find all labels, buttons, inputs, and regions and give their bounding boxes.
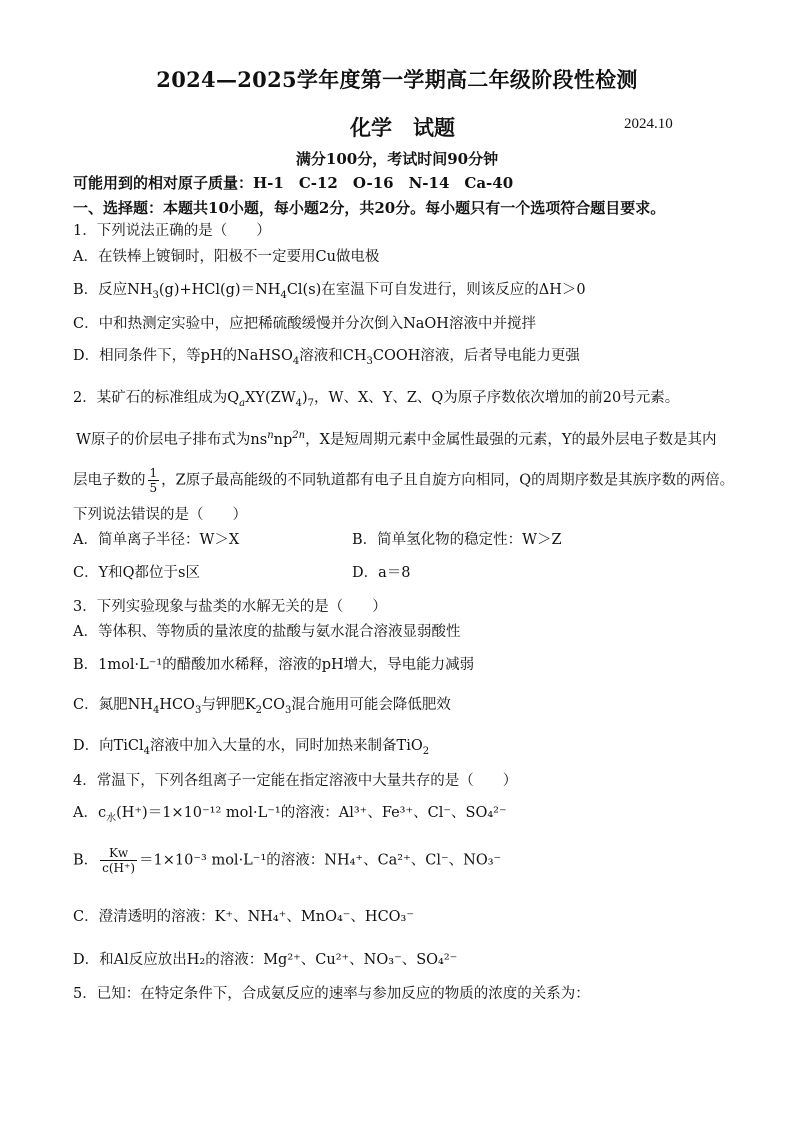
q3-stem: 3．下列实验现象与盐类的水解无关的是（ ） <box>73 599 387 615</box>
q1-option-a: A．在铁棒上镀铜时，阳极不一定要用Cu做电极 <box>73 249 380 265</box>
q1-option-c: C．中和热测定实验中，应把稀硫酸缓慢并分次倒入NaOH溶液中并搅拌 <box>73 316 536 332</box>
q4-option-c: C．澄清透明的溶液：K⁺、NH₄⁺、MnO₄⁻、HCO₃⁻ <box>73 909 415 925</box>
q2-line-2: W原子的价层电子排布式为$ns^nnp^{2n}$，X是短周期元素中金属性最强的元素，Y的最外层电子数是其内 <box>76 430 717 448</box>
q3-option-c: C．氮肥$NH_4HCO_3$与钾肥$K_2CO_3$混合施用可能会降低肥效 <box>73 697 451 716</box>
q1-option-d: D．相同条件下，等pH的NaHSO$_4$溶液和$CH_3COOH$溶液，后者导电能力更强 <box>73 348 580 367</box>
q2-option-b: B．简单氢化物的稳定性：W＞Z <box>352 532 562 548</box>
q5-stem: 5．已知：在特定条件下，合成氨反应的速率与参加反应的物质的浓度的关系为： <box>73 986 590 1002</box>
fraction-one-fifth: $\frac{1}{5}$ <box>149 466 158 495</box>
q3-option-d: D．向TiCl$_4$溶液中加入大量的水，同时加热来制备TiO$_2$ <box>73 738 430 757</box>
q2-stem: 2．某矿石的标准组成为$Q_aXY(ZW_4)_7$，W、X、Y、Z、Q为原子序数依次增加的前20号元素。 <box>73 390 680 409</box>
q1-option-b: B．反应$NH_3(g)+HCl(g)=NH_4Cl(s)$在室温下可自发进行，则该反应的ΔH＞0 <box>73 282 586 301</box>
q3-option-b: B．1mol·L⁻¹的醋酸加水稀释，溶液的pH增大，导电能力减弱 <box>73 657 475 673</box>
exam-date: 2024.10 <box>624 116 673 132</box>
q2-ask: 下列说法错误的是（ ） <box>73 507 247 523</box>
q4-stem: 4．常温下，下列各组离子一定能在指定溶液中大量共存的是（ ） <box>73 773 518 789</box>
q1-stem: 1．下列说法正确的是（ ） <box>73 223 271 239</box>
q4-option-d: D．和Al反应放出H₂的溶液：Mg²⁺、Cu²⁺、NO₃⁻、SO₄²⁻ <box>73 952 458 968</box>
kw-fraction: $\frac{Kw}{c(H^+)}$ <box>102 846 136 875</box>
score-time-note: 满分100分，考试时间90分钟 <box>295 150 499 168</box>
page-title: 2024—2025学年度第一学期高二年级阶段性检测 <box>156 67 638 92</box>
section-heading: 一、选择题：本题共10小题，每小题2分，共20分。每小题只有一个选项符合题目要求。 <box>73 199 666 217</box>
q2-option-a: A．简单离子半径：W＞X <box>73 532 240 548</box>
q2-option-d: D．a＝8 <box>352 565 411 581</box>
q4-option-b: B． $\frac{Kw}{c(H^+)}$ ＝1×10⁻³ mol·L⁻¹的溶液：NH₄⁺、Ca²⁺、Cl⁻、NO₃⁻ <box>73 846 502 875</box>
q3-option-a: A．等体积、等物质的量浓度的盐酸与氨水混合溶液显弱酸性 <box>73 624 461 640</box>
subject-title: 化学 试题 <box>350 115 455 140</box>
q2-line-3: 层电子数的 $\frac{1}{5}$ ，Z原子最高能级的不同轨道都有电子且自旋方向相同，Q的周期序数是其族序数的两倍。 <box>73 466 735 495</box>
q4-option-a: A．$c_水(H^+)=1\times 10^{-12}$ mol·L⁻¹的溶液：Al³⁺、Fe³⁺、Cl⁻、SO₄²⁻ <box>73 805 507 824</box>
q2-option-c: C．Y和Q都位于s区 <box>73 565 200 581</box>
atomic-masses: 可能用到的相对原子质量：H-1 C-12 O-16 N-14 Ca-40 <box>73 174 514 192</box>
